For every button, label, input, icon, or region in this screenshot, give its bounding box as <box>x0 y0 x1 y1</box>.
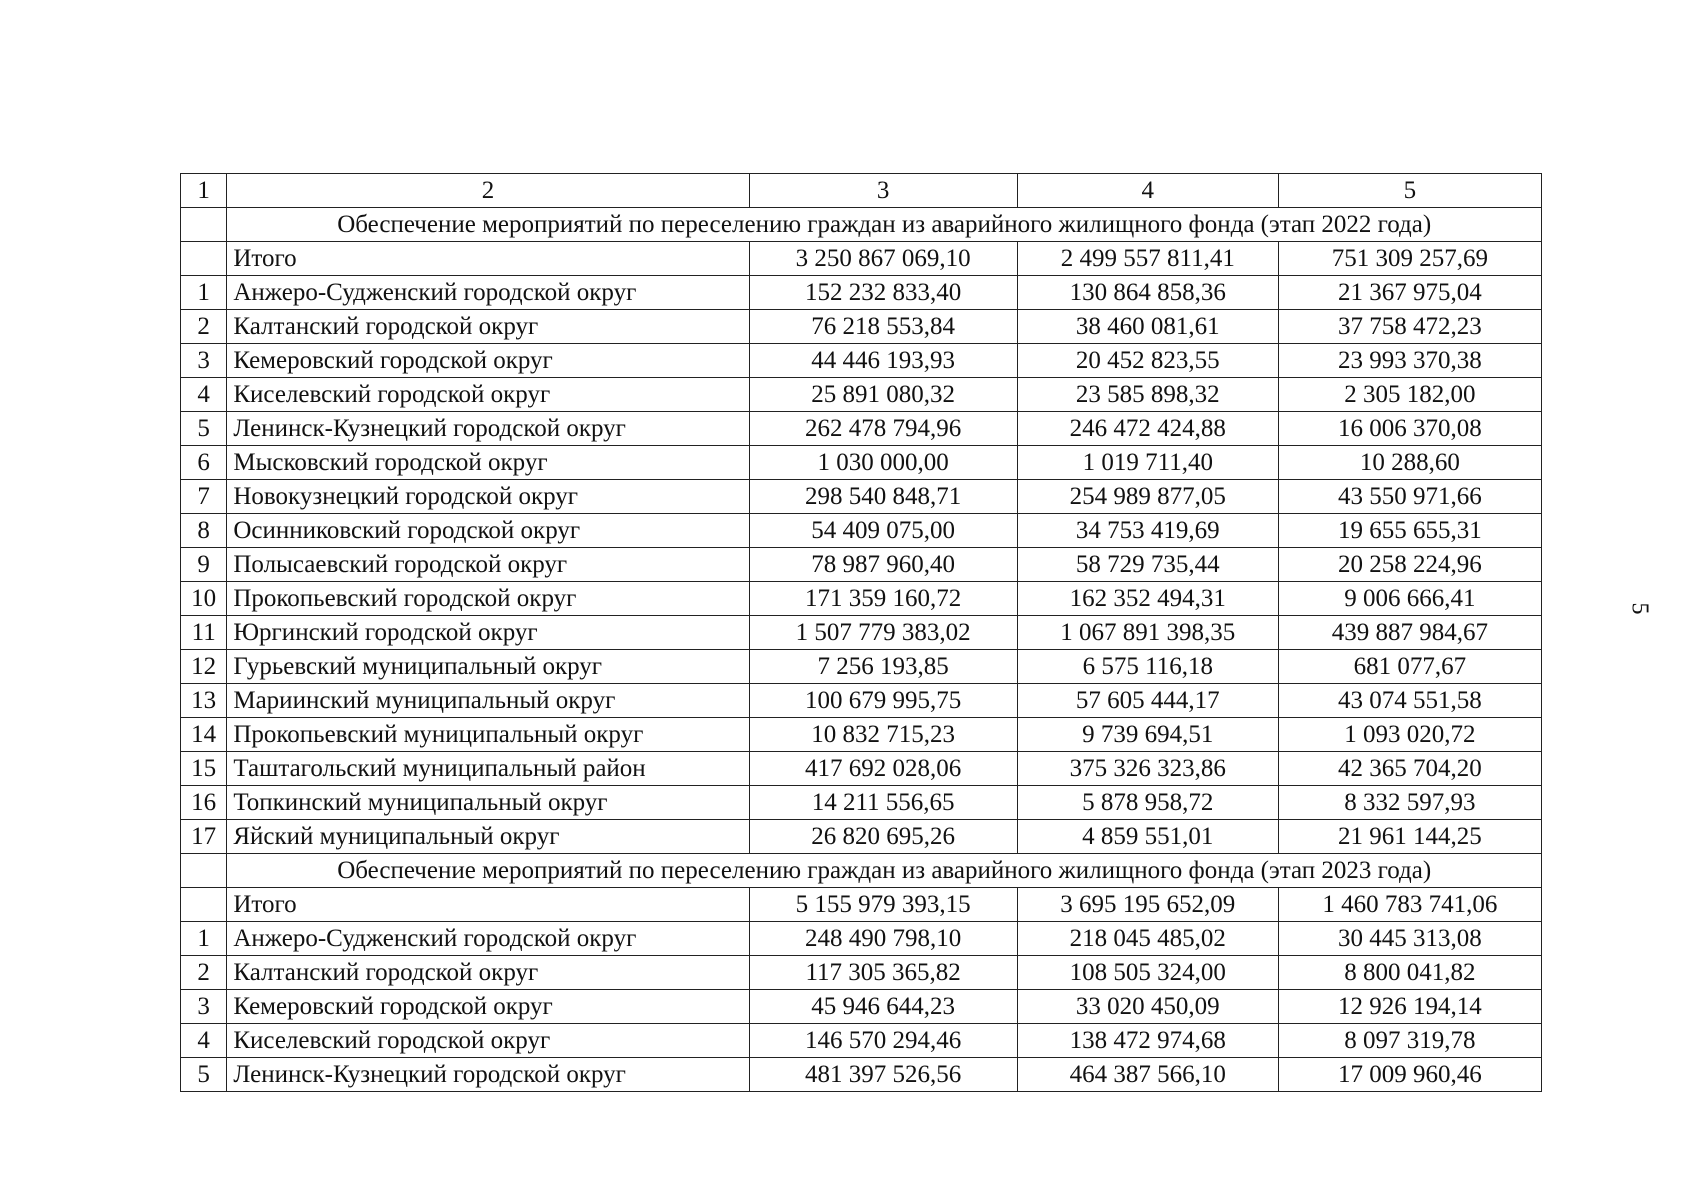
table-row <box>181 480 1542 514</box>
total-label: Итого <box>227 888 749 922</box>
value-col-5: 8 097 319,78 <box>1278 1024 1541 1058</box>
value-col-5: 439 887 984,67 <box>1278 616 1541 650</box>
value-col-4: 6 575 116,18 <box>1017 650 1278 684</box>
total-col-5: 751 309 257,69 <box>1278 242 1541 276</box>
value-col-5: 19 655 655,31 <box>1278 514 1541 548</box>
row-number: 14 <box>181 718 227 752</box>
value-col-4: 4 859 551,01 <box>1017 820 1278 854</box>
municipality-name: Кемеровский городской округ <box>227 990 749 1024</box>
municipality-name: Ленинск-Кузнецкий городской округ <box>227 412 749 446</box>
municipality-name: Мысковский городской округ <box>227 446 749 480</box>
value-col-3: 14 211 556,65 <box>749 786 1017 820</box>
value-col-4: 34 753 419,69 <box>1017 514 1278 548</box>
value-col-3: 117 305 365,82 <box>749 956 1017 990</box>
row-number: 16 <box>181 786 227 820</box>
municipality-name: Топкинский муниципальный округ <box>227 786 749 820</box>
value-col-5: 2 305 182,00 <box>1278 378 1541 412</box>
value-col-3: 100 679 995,75 <box>749 684 1017 718</box>
row-number: 8 <box>181 514 227 548</box>
value-col-4: 9 739 694,51 <box>1017 718 1278 752</box>
total-col-4: 3 695 195 652,09 <box>1017 888 1278 922</box>
value-col-4: 57 605 444,17 <box>1017 684 1278 718</box>
value-col-5: 10 288,60 <box>1278 446 1541 480</box>
value-col-3: 26 820 695,26 <box>749 820 1017 854</box>
value-col-4: 162 352 494,31 <box>1017 582 1278 616</box>
municipality-name: Новокузнецкий городской округ <box>227 480 749 514</box>
header-col-5: 5 <box>1278 174 1541 208</box>
total-row <box>181 242 1542 276</box>
row-number: 13 <box>181 684 227 718</box>
value-col-3: 1 030 000,00 <box>749 446 1017 480</box>
total-row <box>181 888 1542 922</box>
value-col-4: 254 989 877,05 <box>1017 480 1278 514</box>
value-col-4: 130 864 858,36 <box>1017 276 1278 310</box>
total-col-3: 5 155 979 393,15 <box>749 888 1017 922</box>
value-col-5: 16 006 370,08 <box>1278 412 1541 446</box>
value-col-3: 7 256 193,85 <box>749 650 1017 684</box>
empty-cell <box>181 242 227 276</box>
value-col-3: 146 570 294,46 <box>749 1024 1017 1058</box>
table-row <box>181 752 1542 786</box>
row-number: 3 <box>181 344 227 378</box>
section-title-row <box>181 208 1542 242</box>
row-number: 4 <box>181 378 227 412</box>
header-col-1: 1 <box>181 174 227 208</box>
municipality-name: Ленинск-Кузнецкий городской округ <box>227 1058 749 1092</box>
row-number: 5 <box>181 412 227 446</box>
table-row <box>181 310 1542 344</box>
municipality-name: Прокопьевский муниципальный округ <box>227 718 749 752</box>
value-col-4: 108 505 324,00 <box>1017 956 1278 990</box>
value-col-3: 417 692 028,06 <box>749 752 1017 786</box>
table-row <box>181 684 1542 718</box>
table-row <box>181 412 1542 446</box>
table-row <box>181 990 1542 1024</box>
value-col-5: 12 926 194,14 <box>1278 990 1541 1024</box>
municipality-name: Анжеро-Судженский городской округ <box>227 922 749 956</box>
value-col-4: 138 472 974,68 <box>1017 1024 1278 1058</box>
value-col-4: 1 019 711,40 <box>1017 446 1278 480</box>
municipality-name: Анжеро-Судженский городской округ <box>227 276 749 310</box>
row-number: 11 <box>181 616 227 650</box>
row-number: 1 <box>181 922 227 956</box>
value-col-5: 1 093 020,72 <box>1278 718 1541 752</box>
row-number: 4 <box>181 1024 227 1058</box>
municipality-name: Яйский муниципальный округ <box>227 820 749 854</box>
value-col-5: 681 077,67 <box>1278 650 1541 684</box>
municipality-name: Полысаевский городской округ <box>227 548 749 582</box>
municipality-name: Таштагольский муниципальный район <box>227 752 749 786</box>
value-col-5: 43 074 551,58 <box>1278 684 1541 718</box>
row-number: 2 <box>181 310 227 344</box>
value-col-4: 58 729 735,44 <box>1017 548 1278 582</box>
row-number: 17 <box>181 820 227 854</box>
value-col-4: 246 472 424,88 <box>1017 412 1278 446</box>
row-number: 12 <box>181 650 227 684</box>
empty-cell <box>181 888 227 922</box>
value-col-4: 20 452 823,55 <box>1017 344 1278 378</box>
total-col-4: 2 499 557 811,41 <box>1017 242 1278 276</box>
municipality-name: Юргинский городской округ <box>227 616 749 650</box>
value-col-4: 23 585 898,32 <box>1017 378 1278 412</box>
value-col-5: 8 332 597,93 <box>1278 786 1541 820</box>
value-col-3: 248 490 798,10 <box>749 922 1017 956</box>
table-body <box>181 174 1542 1092</box>
value-col-5: 20 258 224,96 <box>1278 548 1541 582</box>
value-col-5: 21 961 144,25 <box>1278 820 1541 854</box>
header-col-3: 3 <box>749 174 1017 208</box>
municipality-name: Мариинский муниципальный округ <box>227 684 749 718</box>
value-col-4: 1 067 891 398,35 <box>1017 616 1278 650</box>
table-row <box>181 514 1542 548</box>
value-col-4: 33 020 450,09 <box>1017 990 1278 1024</box>
table-row <box>181 344 1542 378</box>
value-col-3: 76 218 553,84 <box>749 310 1017 344</box>
table-row <box>181 786 1542 820</box>
value-col-5: 9 006 666,41 <box>1278 582 1541 616</box>
value-col-5: 17 009 960,46 <box>1278 1058 1541 1092</box>
value-col-4: 5 878 958,72 <box>1017 786 1278 820</box>
value-col-3: 1 507 779 383,02 <box>749 616 1017 650</box>
row-number: 1 <box>181 276 227 310</box>
row-number: 2 <box>181 956 227 990</box>
table-row <box>181 616 1542 650</box>
table-row <box>181 718 1542 752</box>
value-col-5: 43 550 971,66 <box>1278 480 1541 514</box>
row-number: 6 <box>181 446 227 480</box>
value-col-3: 45 946 644,23 <box>749 990 1017 1024</box>
row-number: 9 <box>181 548 227 582</box>
row-number: 15 <box>181 752 227 786</box>
row-number: 5 <box>181 1058 227 1092</box>
value-col-3: 44 446 193,93 <box>749 344 1017 378</box>
header-col-4: 4 <box>1017 174 1278 208</box>
table-row <box>181 1058 1542 1092</box>
value-col-3: 298 540 848,71 <box>749 480 1017 514</box>
value-col-3: 262 478 794,96 <box>749 412 1017 446</box>
municipality-name: Гурьевский муниципальный округ <box>227 650 749 684</box>
row-number: 10 <box>181 582 227 616</box>
table-row <box>181 1024 1542 1058</box>
table-row <box>181 582 1542 616</box>
section-title: Обеспечение мероприятий по переселению граждан из аварийного жилищного фонда (этап 2022 года) <box>227 208 1542 242</box>
municipality-name: Прокопьевский городской округ <box>227 582 749 616</box>
value-col-4: 375 326 323,86 <box>1017 752 1278 786</box>
value-col-3: 171 359 160,72 <box>749 582 1017 616</box>
value-col-3: 10 832 715,23 <box>749 718 1017 752</box>
funding-table <box>180 173 1542 1092</box>
value-col-5: 37 758 472,23 <box>1278 310 1541 344</box>
municipality-name: Калтанский городской округ <box>227 956 749 990</box>
table-row <box>181 922 1542 956</box>
table-row <box>181 820 1542 854</box>
header-col-2: 2 <box>227 174 749 208</box>
row-number: 7 <box>181 480 227 514</box>
empty-cell <box>181 208 227 242</box>
value-col-4: 464 387 566,10 <box>1017 1058 1278 1092</box>
empty-cell <box>181 854 227 888</box>
table-row <box>181 956 1542 990</box>
table-row <box>181 650 1542 684</box>
value-col-5: 23 993 370,38 <box>1278 344 1541 378</box>
total-label: Итого <box>227 242 749 276</box>
municipality-name: Осинниковский городской округ <box>227 514 749 548</box>
total-col-3: 3 250 867 069,10 <box>749 242 1017 276</box>
section-title: Обеспечение мероприятий по переселению граждан из аварийного жилищного фонда (этап 2023 года) <box>227 854 1542 888</box>
value-col-3: 54 409 075,00 <box>749 514 1017 548</box>
municipality-name: Калтанский городской округ <box>227 310 749 344</box>
section-title-row <box>181 854 1542 888</box>
total-col-5: 1 460 783 741,06 <box>1278 888 1541 922</box>
value-col-3: 78 987 960,40 <box>749 548 1017 582</box>
header-row <box>181 174 1542 208</box>
value-col-3: 25 891 080,32 <box>749 378 1017 412</box>
table-row <box>181 378 1542 412</box>
page-number: 5 <box>1626 602 1653 615</box>
table-row <box>181 276 1542 310</box>
value-col-5: 42 365 704,20 <box>1278 752 1541 786</box>
municipality-name: Кемеровский городской округ <box>227 344 749 378</box>
value-col-5: 8 800 041,82 <box>1278 956 1541 990</box>
value-col-5: 21 367 975,04 <box>1278 276 1541 310</box>
table-row <box>181 548 1542 582</box>
value-col-4: 218 045 485,02 <box>1017 922 1278 956</box>
municipality-name: Киселевский городской округ <box>227 378 749 412</box>
municipality-name: Киселевский городской округ <box>227 1024 749 1058</box>
value-col-3: 152 232 833,40 <box>749 276 1017 310</box>
value-col-4: 38 460 081,61 <box>1017 310 1278 344</box>
table-row <box>181 446 1542 480</box>
value-col-3: 481 397 526,56 <box>749 1058 1017 1092</box>
value-col-5: 30 445 313,08 <box>1278 922 1541 956</box>
row-number: 3 <box>181 990 227 1024</box>
